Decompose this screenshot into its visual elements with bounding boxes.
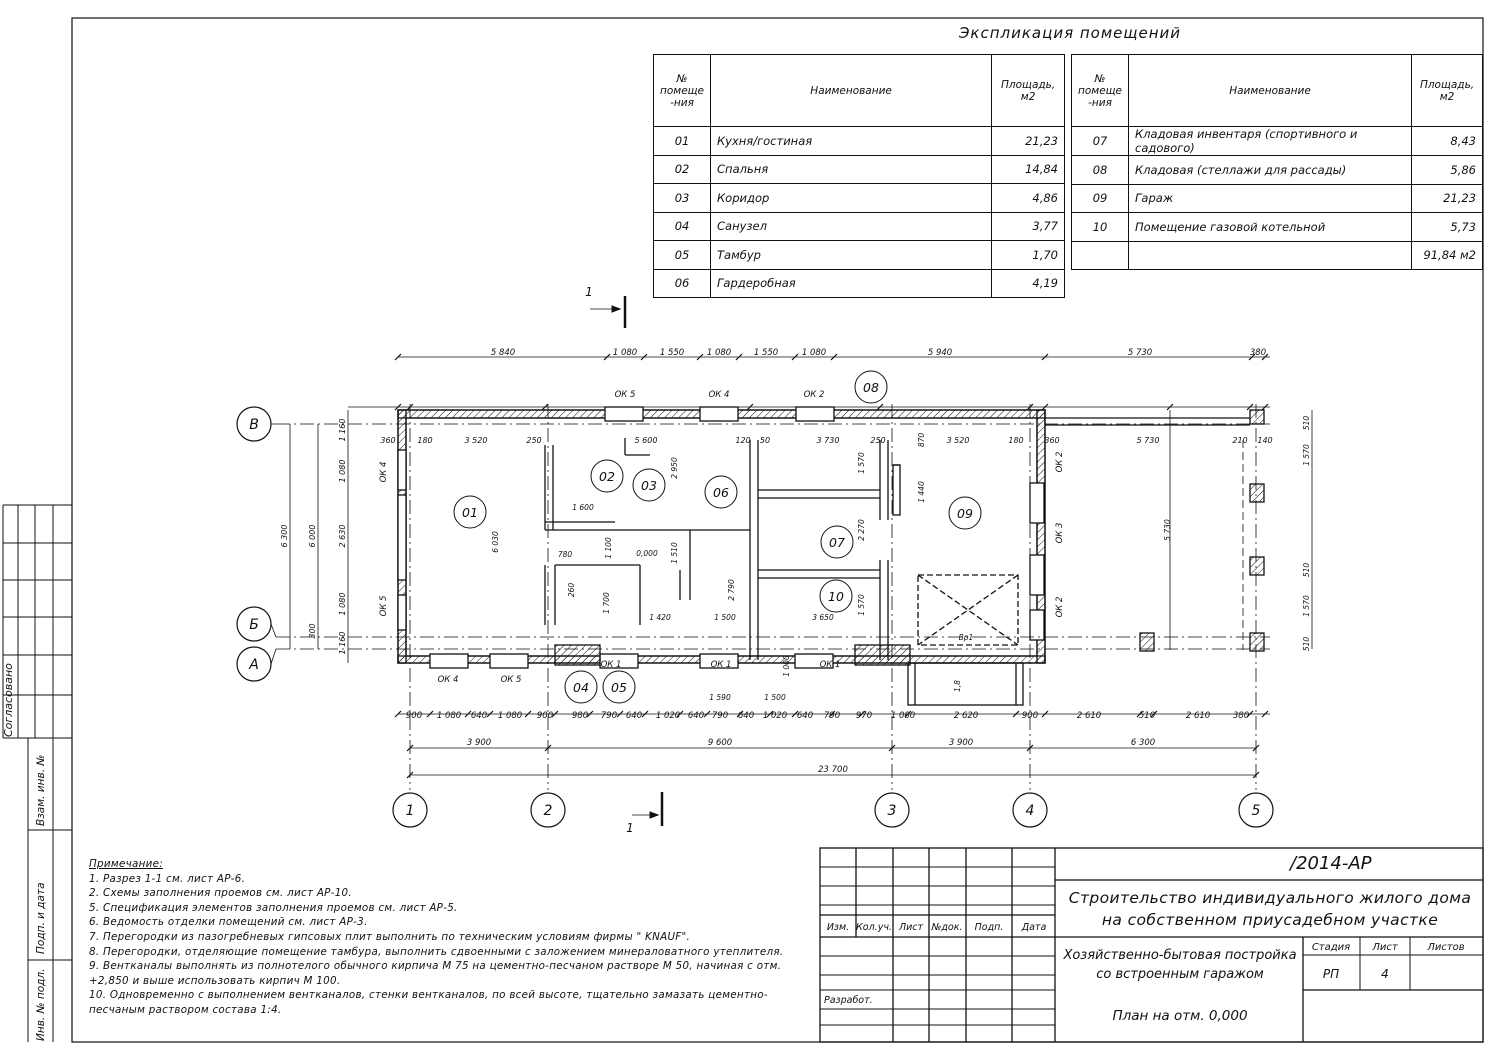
top-dim: 1 550 xyxy=(659,348,685,358)
window-tag: ОК 4 xyxy=(437,675,459,685)
header-name: Наименование xyxy=(1129,55,1412,127)
bottom-dim: 380 xyxy=(1232,711,1250,721)
cell-name: Кухня/гостиная xyxy=(711,127,992,156)
cell-area: 14,84 xyxy=(992,155,1065,184)
window-tag: ОК 2 xyxy=(1055,451,1065,473)
window-tag: ОК 5 xyxy=(614,390,636,400)
tb-col-koluch: Кол.уч. xyxy=(856,922,892,933)
bottom-dim: 790 xyxy=(823,711,841,721)
project-title: Строительство индивидуального жилого дома на собственном приусадебном участке xyxy=(1068,889,1472,929)
notes xyxy=(89,857,783,1018)
doc-code: /2014-АР xyxy=(1290,853,1372,874)
bottom-dim: 1 020 xyxy=(655,711,681,721)
top-dim: 380 xyxy=(1249,348,1267,358)
note-item: 8. Перегородки, отделяющие помещение тамбура, выполнить сдвоенными с заложением минераловатного утеплителя. xyxy=(89,945,784,958)
cell-area: 91,84 м2 xyxy=(1412,241,1483,270)
room-tag: 02 xyxy=(599,469,615,484)
tb-sheets-label: Листов xyxy=(1427,942,1465,953)
axis-markers xyxy=(237,407,1273,827)
inner-top-dim: 250 xyxy=(870,436,886,445)
cell-num: 03 xyxy=(654,184,711,213)
inner-top-dim: 3 520 xyxy=(464,436,488,445)
tb-sheet: 4 xyxy=(1381,967,1389,981)
top-dim: 1 080 xyxy=(801,348,827,358)
bottom-dim: 790 xyxy=(711,711,729,721)
bottom-dim: 640 xyxy=(796,711,814,721)
inner-top-dim: 5 600 xyxy=(634,436,658,445)
inner-dim: 3 650 xyxy=(812,613,834,622)
stamp-row-2: Подп. и дата xyxy=(35,882,47,954)
top-dim: 5 840 xyxy=(490,348,516,358)
bottom-dim: 640 xyxy=(737,711,755,721)
note-item: 5. Спецификация элементов заполнения проемов см. лист АР-5. xyxy=(89,901,458,914)
cell-num: 01 xyxy=(654,127,711,156)
cell-area: 4,86 xyxy=(992,184,1065,213)
note-item: +2,850 и выше использовать кирпич М 100. xyxy=(89,974,341,987)
cell-area: 8,43 xyxy=(1412,127,1483,156)
bottom-dim: 640 xyxy=(625,711,643,721)
inner-dim: 260 xyxy=(567,582,576,598)
header-num: № помеще -ния xyxy=(654,55,711,127)
cell-num: 05 xyxy=(654,241,711,270)
inner-dim: 1 420 xyxy=(649,613,671,622)
bottom-dim-axis: 3 900 xyxy=(948,738,974,748)
window-tag: ОК 1 xyxy=(600,660,622,670)
cell-name: Гараж xyxy=(1129,184,1412,213)
window-tag: ОК 1 xyxy=(819,660,841,670)
cell-num: 10 xyxy=(1072,213,1129,242)
inner-dim: 6 030 xyxy=(491,531,500,553)
inner-dim: 780 xyxy=(557,550,573,559)
tb-stage: РП xyxy=(1322,967,1340,981)
cell-name: Тамбур xyxy=(711,241,992,270)
inner-dim: 2 950 xyxy=(670,457,679,479)
inner-top-dim: 3 520 xyxy=(946,436,970,445)
top-dim: 1 080 xyxy=(612,348,638,358)
grid-axes xyxy=(276,404,1273,790)
inner-top-dim: 50 xyxy=(759,436,771,445)
axis-number: 3 xyxy=(887,803,897,819)
stamp-row-3: Инв. № подл. xyxy=(35,968,47,1041)
bottom-dim: 790 xyxy=(600,711,618,721)
bottom-total-dim: 23 700 xyxy=(818,765,848,775)
top-dim: 5 940 xyxy=(927,348,953,358)
bottom-dim: 2 620 xyxy=(953,711,979,721)
inner-dim: 2 790 xyxy=(727,579,736,601)
inner-dim: 2 270 xyxy=(857,519,866,541)
bottom-dim: 970 xyxy=(855,711,873,721)
left-dim: 6 300 xyxy=(280,524,289,548)
inner-dim: 1 600 xyxy=(572,503,594,512)
cell-area: 21,23 xyxy=(1412,184,1483,213)
header-area: Площадь, м2 xyxy=(992,55,1065,127)
bottom-dim: 2 610 xyxy=(1185,711,1211,721)
bottom-dim: 1 080 xyxy=(497,711,523,721)
agreed-label: Согласовано xyxy=(2,663,15,737)
cell-area: 1,70 xyxy=(992,241,1065,270)
right-dim: 510 xyxy=(1302,562,1311,578)
tb-col-izm: Изм. xyxy=(826,922,850,933)
left-dim: 6 000 xyxy=(308,524,317,548)
window-tag: ОК 2 xyxy=(803,390,825,400)
tb-col-list: Лист xyxy=(898,922,924,933)
room-tag: 07 xyxy=(829,535,845,550)
room-tag: 08 xyxy=(863,380,879,395)
cell-name: Гардеробная xyxy=(711,269,992,298)
sheet-title: План на отм. 0,000 xyxy=(1112,1008,1248,1024)
inner-dim: Вр1 xyxy=(958,633,974,642)
inner-dim: 0,000 xyxy=(636,549,658,558)
cell-area: 4,19 xyxy=(992,269,1065,298)
explication-title: Экспликация помещений xyxy=(958,24,1182,42)
tb-col-data: Дата xyxy=(1021,922,1047,933)
bottom-dim: 980 xyxy=(571,711,589,721)
cell-area: 21,23 xyxy=(992,127,1065,156)
room-tag: 06 xyxy=(713,485,729,500)
header-num: № помеще -ния xyxy=(1072,55,1129,127)
cell-name: Санузел xyxy=(711,212,992,241)
bottom-dim: 510 xyxy=(1138,711,1156,721)
cell-num: 02 xyxy=(654,155,711,184)
inner-top-dim: 360 xyxy=(1044,436,1060,445)
room-tag: 04 xyxy=(573,680,589,695)
note-item: 6. Ведомость отделки помещений см. лист АР-3. xyxy=(89,916,368,929)
axis-letter: А xyxy=(249,657,259,673)
bottom-dim: 1 080 xyxy=(436,711,462,721)
inner-top-dim: 180 xyxy=(1008,436,1024,445)
inner-dim: 5 730 xyxy=(1163,519,1172,541)
room-tag: 05 xyxy=(611,680,627,695)
window-tag: ОК 4 xyxy=(379,461,389,483)
note-item: 9. Вентканалы выполнять из полнотелого обычного кирпича М 75 на цементно-песчаном растворе М 50, начиная с отм. xyxy=(89,960,782,973)
room-tag: 09 xyxy=(957,506,973,521)
axis-number: 2 xyxy=(543,803,553,819)
inner-dim: 1 100 xyxy=(604,537,613,559)
bottom-dim: 640 xyxy=(687,711,705,721)
note-item: 1. Разрез 1-1 см. лист АР-6. xyxy=(89,872,246,885)
inner-dim: 1 000 xyxy=(782,655,791,677)
cell-num: 06 xyxy=(654,269,711,298)
axis-number: 5 xyxy=(1251,803,1261,819)
inner-dim: 1 510 xyxy=(670,542,679,564)
window-tag: ОК 5 xyxy=(379,595,389,617)
window-tag: ОК 4 xyxy=(708,390,730,400)
axis-number: 4 xyxy=(1025,803,1035,819)
notes-heading: Примечание: xyxy=(89,858,163,870)
cell-area: 5,86 xyxy=(1412,156,1483,185)
section-label: 1 xyxy=(585,285,593,299)
window-tag: ОК 1 xyxy=(710,660,732,670)
tb-col-podp: Подп. xyxy=(974,922,1004,933)
inner-dim: 1 590 xyxy=(709,693,731,702)
bottom-dim: 900 xyxy=(1021,711,1039,721)
inner-top-dim: 250 xyxy=(526,436,542,445)
room-tag: 01 xyxy=(462,505,478,520)
plan-labels xyxy=(280,285,1311,835)
cell-name: Коридор xyxy=(711,184,992,213)
cell-name: Помещение газовой котельной xyxy=(1129,213,1412,242)
room-tag: 03 xyxy=(641,478,657,493)
right-dim: 510 xyxy=(1302,415,1311,431)
axis-number: 1 xyxy=(405,803,415,819)
cell-area: 5,73 xyxy=(1412,213,1483,242)
bottom-dim: 900 xyxy=(536,711,554,721)
cell-num: 07 xyxy=(1072,127,1129,156)
top-dim: 1 080 xyxy=(706,348,732,358)
inner-dim: 1,8 xyxy=(953,680,962,692)
axis-letter: Б xyxy=(249,617,259,633)
cell-name: Кладовая (стеллажи для рассады) xyxy=(1129,156,1412,185)
tb-developed: Разработ. xyxy=(824,995,873,1006)
bottom-dim: 640 xyxy=(470,711,488,721)
note-item: 7. Перегородки из пазогребневых гипсовых плит выполнить по техническим условиям фирмы " KNAUF". xyxy=(89,930,691,943)
top-dim: 1 550 xyxy=(753,348,779,358)
cell-num: 09 xyxy=(1072,184,1129,213)
note-item: песчаным раствором состава 1:4. xyxy=(89,1003,282,1016)
bottom-dim-axis: 9 600 xyxy=(707,738,733,748)
inner-top-dim: 5 730 xyxy=(1136,436,1160,445)
inner-top-dim: 180 xyxy=(417,436,433,445)
header-name: Наименование xyxy=(711,55,992,127)
inner-dim: 1 440 xyxy=(917,481,926,503)
section-label: 1 xyxy=(626,821,634,835)
building-title: Хозяйственно-бытовая постройка со встроенным гаражом xyxy=(1063,948,1297,982)
window-tag: ОК 3 xyxy=(1055,522,1065,544)
section-mark xyxy=(590,296,662,826)
window-tag: ОК 5 xyxy=(500,675,522,685)
inner-top-dim: 140 xyxy=(1257,436,1273,445)
bottom-dim-axis: 3 900 xyxy=(466,738,492,748)
inner-top-dim: 210 xyxy=(1232,436,1248,445)
right-dim: 510 xyxy=(1302,636,1311,652)
inner-dim: 1 570 xyxy=(857,452,866,474)
bottom-dim: 900 xyxy=(405,711,423,721)
window-tag: ОК 2 xyxy=(1055,596,1065,618)
cell-area: 3,77 xyxy=(992,212,1065,241)
inner-dim: 870 xyxy=(917,432,926,448)
bottom-dim: 1 020 xyxy=(762,711,788,721)
left-dim: 1 160 xyxy=(338,631,347,655)
inner-dim: 1 700 xyxy=(602,592,611,614)
inner-dim: 1 570 xyxy=(857,594,866,616)
inner-top-dim: 120 xyxy=(735,436,751,445)
inner-top-dim: 3 730 xyxy=(816,436,840,445)
header-area: Площадь, м2 xyxy=(1412,55,1483,127)
inner-dim: 1 500 xyxy=(764,693,786,702)
room-tag: 10 xyxy=(828,589,844,604)
note-item: 2. Схемы заполнения проемов см. лист АР-10. xyxy=(89,887,352,900)
stamp-row-1: Взам. инв. № xyxy=(35,754,47,826)
cell-num: 08 xyxy=(1072,156,1129,185)
bottom-dim-axis: 6 300 xyxy=(1130,738,1156,748)
left-dim: 2 630 xyxy=(338,524,347,548)
left-dim: 1 080 xyxy=(338,459,347,483)
left-dim: 1 080 xyxy=(338,592,347,616)
bottom-dim: 1 080 xyxy=(890,711,916,721)
note-item: 10. Одновременно с выполнением вентканалов, стенки вентканалов, по всей высоте, тщательно замазать цементно- xyxy=(89,989,768,1002)
right-dim: 1 570 xyxy=(1302,595,1311,617)
axis-letter: В xyxy=(249,417,259,433)
bottom-dim: 2 610 xyxy=(1076,711,1102,721)
inner-dim: 1 500 xyxy=(714,613,736,622)
cell-num: 04 xyxy=(654,212,711,241)
inner-top-dim: 360 xyxy=(380,436,396,445)
tb-sheet-label: Лист xyxy=(1372,942,1398,953)
top-dim: 5 730 xyxy=(1127,348,1153,358)
left-dim: 1 160 xyxy=(338,418,347,442)
tb-stage-label: Стадия xyxy=(1311,942,1351,953)
cell-name: Кладовая инвентаря (спортивного и садового) xyxy=(1129,127,1412,156)
left-dim: 300 xyxy=(308,623,317,639)
tb-col-ndok: №док. xyxy=(931,922,963,933)
cell-name: Спальня xyxy=(711,155,992,184)
right-dim: 1 570 xyxy=(1302,444,1311,466)
